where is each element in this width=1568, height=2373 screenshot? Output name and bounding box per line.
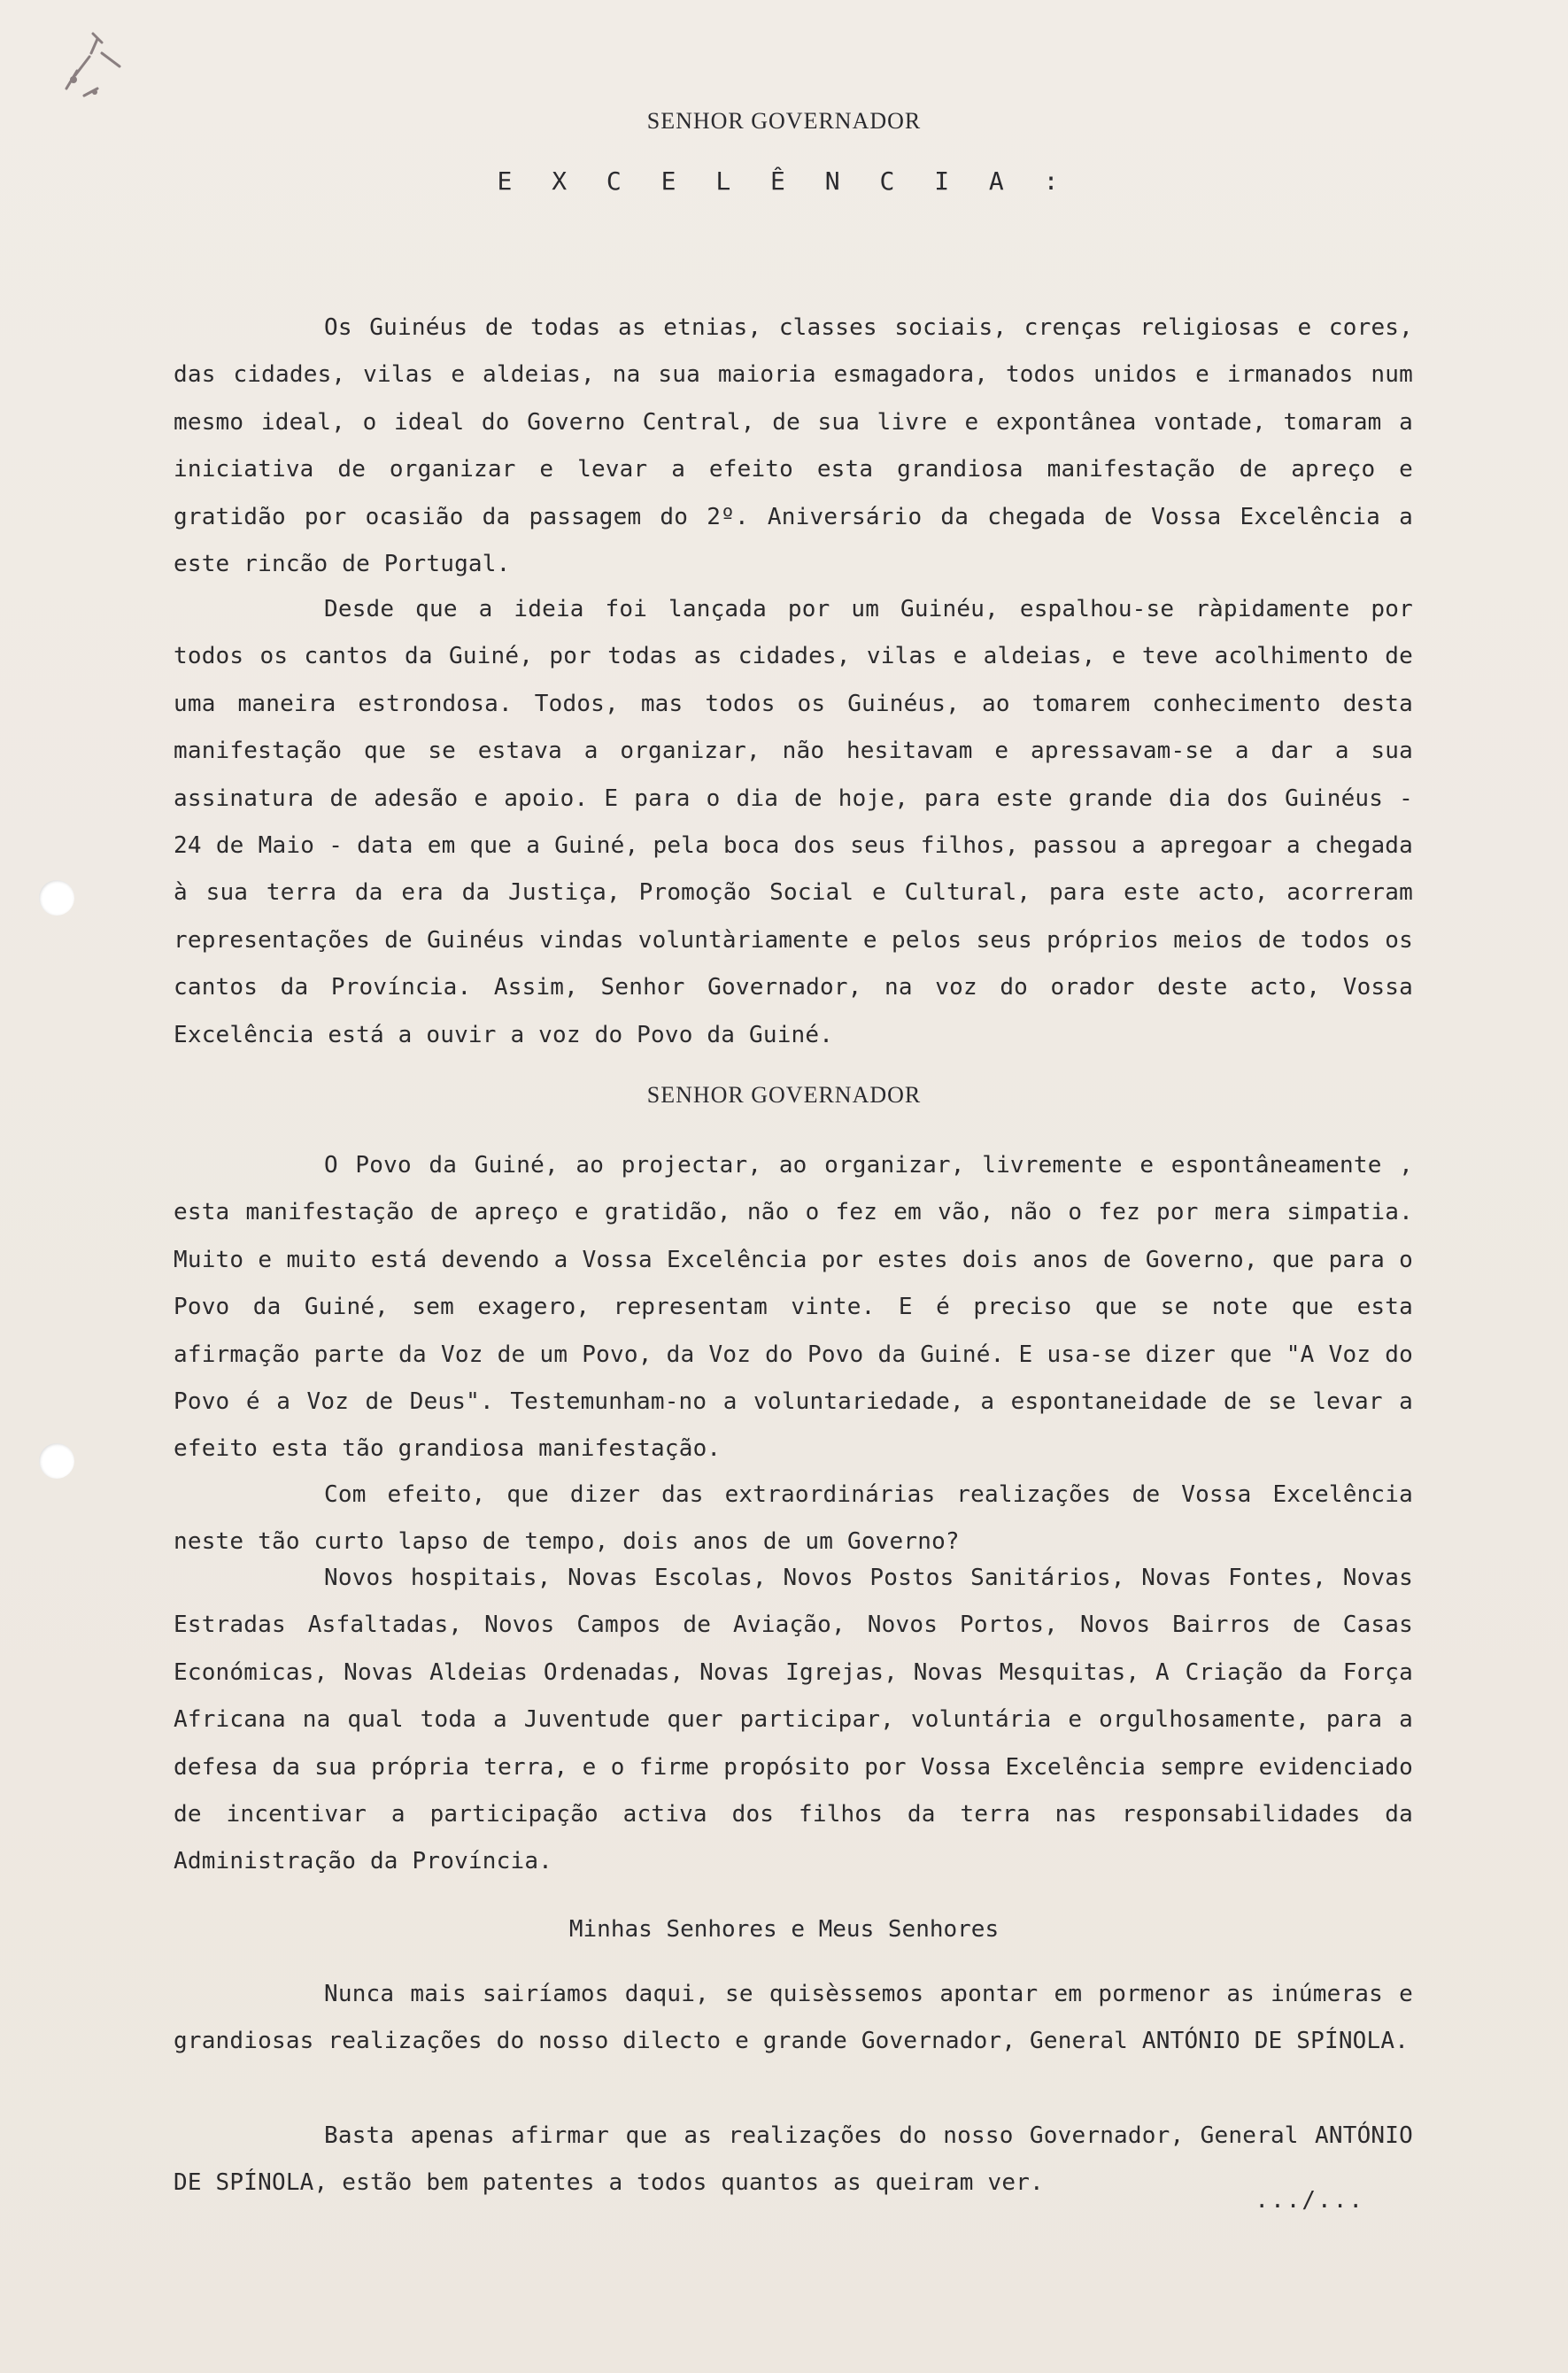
paragraph-text: Com efeito, que dizer das extraordinárias realizações de Vossa Excelência neste tão curto lapso de tempo, dois anos de um Governo?	[174, 1481, 1413, 1556]
heading-senhor-governador-middle: SENHOR GOVERNADOR	[646, 1082, 922, 1108]
paragraph-text: Desde que a ideia foi lançada por um Guinéu, espalhou-se ràpidamente por todos os cantos da Guiné, por todas as cidades, vilas e aldeias, e teve acolhimento de uma maneira estrondosa. Todos, mas todos os Guinéus, ao tomarem conhecimento desta manifestação que se estava a organizar, não hesitavam e apressavam-se a dar a sua assinatura de adesão e apoio. E para o dia de hoje, para este grande dia dos Guinéus - 24 de Maio - data em que a Guiné, pela boca dos seus filhos, passou a apregoar a chegada à sua terra da era da Justiça, Promoção Social e Cultural, para este acto, acorreram representações de Guinéus vindas voluntàriamente e pelos seus próprios meios de todos os cantos da Província. Assim, Senhor Governador, na voz do orador deste acto, Vossa Excelência está a ouvir a voz do Povo da Guiné.	[174, 596, 1413, 1048]
salutation-excelencia: E X C E L Ê N C I A :	[497, 166, 1071, 196]
paragraph-4	[174, 1472, 1413, 1566]
punch-hole-bottom	[39, 1443, 74, 1479]
heading-senhor-governador-top: SENHOR GOVERNADOR	[646, 108, 922, 134]
continuation-marker: .../...	[1255, 2187, 1364, 2214]
paragraph-text: Basta apenas afirmar que as realizações do nosso Governador, General ANTÓNIO DE SPÍNOLA, estão bem patentes a todos quantos as queiram ver.	[174, 2122, 1413, 2197]
heading-ladies-gentlemen: Minhas Senhores e Meus Senhores	[568, 1916, 1000, 1943]
paragraph-text: Nunca mais sairíamos daqui, se quisèssemos apontar em pormenor as inúmeras e grandiosas realizações do nosso dilecto e grande Governador, General ANTÓNIO DE SPÍNOLA.	[174, 1981, 1413, 2055]
paragraph-1	[174, 305, 1413, 588]
punch-hole-top	[39, 880, 74, 916]
paragraph-text: Novos hospitais, Novas Escolas, Novos Postos Sanitários, Novas Fontes, Novas Estradas Asfaltadas, Novos Campos de Aviação, Novos Portos, Novos Bairros de Casas Económicas, Novas Aldeias Ordenadas, Novas Igrejas, Novas Mesquitas, A Criação da Força Africana na qual toda a Juventude quer participar, voluntária e orgulhosamente, para a defesa da sua própria terra, e o firme propósito por Vossa Excelência sempre evidenciado de incentivar a participação activa dos filhos da terra nas responsabilidades da Administração da Província.	[174, 1565, 1413, 1875]
paragraph-2	[174, 586, 1413, 1059]
paragraph-5	[174, 1555, 1413, 1886]
ink-mark-icon	[49, 27, 137, 115]
paragraph-6	[174, 1971, 1413, 2066]
paragraph-text: O Povo da Guiné, ao projectar, ao organizar, livremente e espontâneamente , esta manifestação de apreço e gratidão, não o fez em vão, não o fez por mera simpatia. Muito e muito está devendo a Vossa Excelência por estes dois anos de Governo, que para o Povo da Guiné, sem exagero, representam vinte. E é preciso que se note que esta afirmação parte da Voz de um Povo, da Voz do Povo da Guiné. E usa-se dizer que "A Voz do Povo é a Voz de Deus". Testemunham-no a voluntariedade, a espontaneidade de se levar a efeito esta tão grandiosa manifestação.	[174, 1152, 1413, 1463]
paragraph-3	[174, 1142, 1413, 1473]
paragraph-7	[174, 2113, 1413, 2207]
paragraph-text: Os Guinéus de todas as etnias, classes sociais, crenças religiosas e cores, das cidades, vilas e aldeias, na sua maioria esmagadora, todos unidos e irmanados num mesmo ideal, o ideal do Governo Central, de sua livre e expontânea vontade, tomaram a iniciativa de organizar e levar a efeito esta grandiosa manifestação de apreço e gratidão por ocasião da passagem do 2º. Aniversário da chegada de Vossa Excelência a este rincão de Portugal.	[174, 314, 1413, 578]
